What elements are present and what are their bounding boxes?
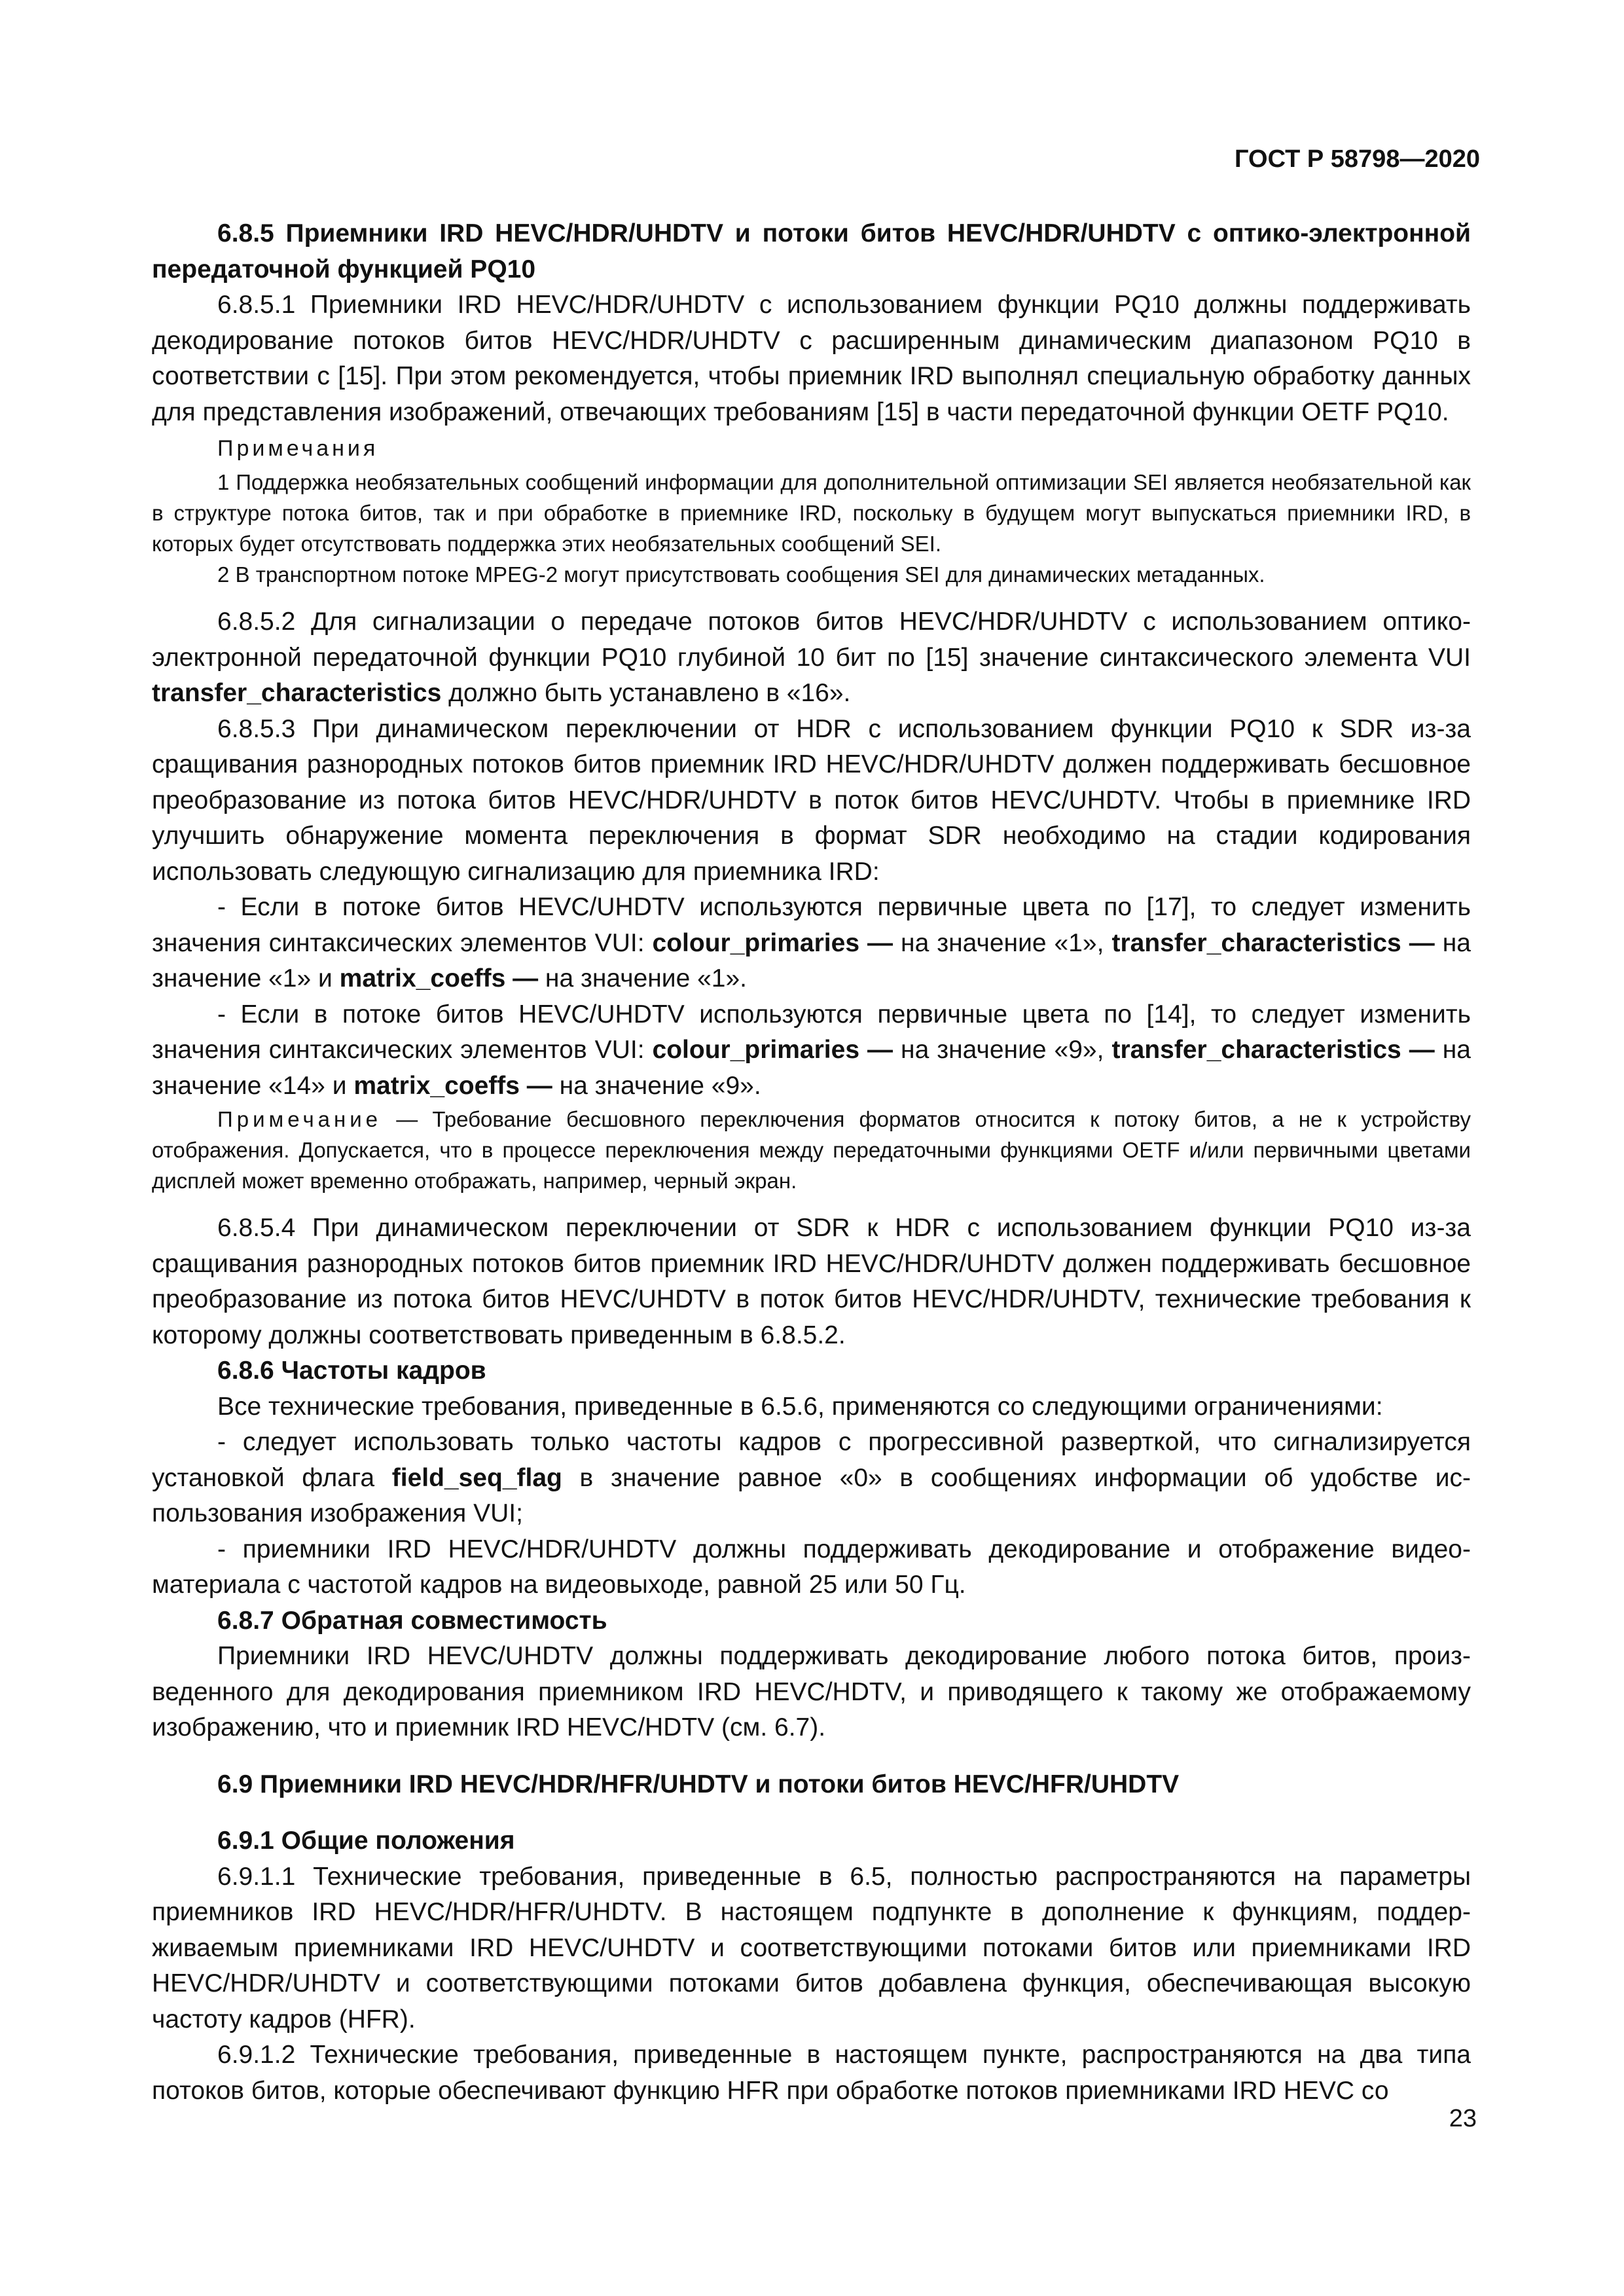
note-1: 1 Поддержка необязательных сообщений информации для дополнительной оптимизации SEI является необязательной как в структуре потока битов, так и при обработке в приемнике IRD, поскольку в будущем могут выпускаться приемники IRD, в которых будет отсутствовать поддержка этих необязательных сообщений SEI.: [152, 470, 1471, 556]
page-body: [152, 216, 1471, 2109]
list-item-frame-rate: - приемники IRD HEVC/HDR/UHDTV должны поддерживать декодирование и отображение видеоматериала с частотой кадров на видеовыходе, равной 25 или 50 Гц.: [152, 1535, 1471, 1599]
list-item-primaries-17: - Если в потоке битов HEVC/UHDTV используются первичные цвета по [17], то следует изменить значения синтаксических элементов VUI: colour_primaries — на значение «1», transfer_characteristics — на значение «1» и matrix_coeffs — на значение «1».: [152, 893, 1471, 993]
paragraph-6-8-5-2: 6.8.5.2 Для сигнализации о передаче потоков битов HEVC/HDR/UHDTV с использованием оптикоэлектронной передаточной функции PQ10 глубиной 10 бит по [15] значение синтаксического элемента VUI transfer_characteristics должно быть устанавлено в «16».: [152, 608, 1471, 707]
page-number: 23: [1449, 2105, 1477, 2132]
note-label: Примечание: [217, 1107, 382, 1131]
paragraph-6-8-5-1: 6.8.5.1 Приемники IRD HEVC/HDR/UHDTV с использованием функции PQ10 должны поддерживать декодирование потоков битов HEVC/HDR/UHDTV с расширенным динамическим диапазоном PQ10 в соответствии с [15]. При этом рекомендуется, чтобы приемник IRD выполнял специальную обработку данных для представления изображений, отвечающих требованиям [15] в части передаточной функции OETF PQ10.: [152, 291, 1471, 426]
paragraph-6-8-5-4: 6.8.5.4 При динамическом переключении от SDR к HDR с использованием функции PQ10 из-за сращивания разнородных потоков битов приемник IRD HEVC/HDR/UHDTV должен поддерживать бесшовное преобразование из потока битов HEVC/UHDTV в поток битов HEVC/HDR/UHDTV, технические требования к которому должны соответствовать приведенным в 6.8.5.2.: [152, 1214, 1471, 1349]
standard-number: ГОСТ Р 58798—2020: [1235, 145, 1480, 173]
paragraph-6-8-7: Приемники IRD HEVC/UHDTV должны поддерживать декодирование любого потока битов, произведенного для декодирования приемником IRD HEVC/HDTV, и приводящего к такому же отображаемому изображению, что и приемник IRD HEVC/HDTV (см. 6.7).: [152, 1642, 1471, 1741]
list-item-primaries-14: - Если в потоке битов HEVC/UHDTV используются первичные цвета по [14], то следует изменить значения синтаксических элементов VUI: colour_primaries — на значение «9», transfer_characteristics — на значение «14» и matrix_coeffs — на значение «9».: [152, 1000, 1471, 1100]
paragraph-6-8-6-intro: Все технические требования, приведенные в 6.5.6, применяются со следующими ограничениями:: [217, 1392, 1383, 1421]
note-seamless-switching: Примечание — Требование бесшовного переключения форматов относится к потоку битов, а не к устройству отображения. Допускается, что в процессе переключения между передаточными функциями OETF и/или первичными цветами дисплей может временно отображать, например, черный экран.: [152, 1107, 1471, 1193]
section-6-8-6-heading: 6.8.6 Частоты кадров: [217, 1357, 486, 1385]
section-6-9-heading: 6.9 Приемники IRD HEVC/HDR/HFR/UHDTV и потоки битов HEVC/HFR/UHDTV: [217, 1770, 1180, 1798]
notes-label: Примечания: [217, 436, 379, 461]
term-field-seq-flag: field_seq_flag: [391, 1463, 562, 1492]
term-transfer-characteristics: transfer_characteristics: [152, 679, 442, 707]
paragraph-6-9-1-2: 6.9.1.2 Технические требования, приведенные в настоящем пункте, распространяются на два типа потоков битов, которые обеспечивают функцию HFR при обработке потоков приемниками IRD HEVC со: [152, 2041, 1471, 2105]
note-2: 2 В транспортном потоке MPEG-2 могут присутствовать сообщения SEI для динамических метаданных.: [217, 562, 1265, 587]
section-6-9-1-heading: 6.9.1 Общие положения: [217, 1827, 515, 1855]
list-item-progressive: - следует использовать только частоты кадров с прогрессивной разверткой, что сигнализируется установкой флага field_seq_flag в значение равное «0» в сообщениях информации об удобстве использования изображения VUI;: [152, 1428, 1471, 1527]
section-6-8-5-heading: 6.8.5 Приемники IRD HEVC/HDR/UHDTV и потоки битов HEVC/HDR/UHDTV с оптико-электронной передаточной функцией PQ10: [152, 219, 1471, 283]
section-6-8-7-heading: 6.8.7 Обратная совместимость: [217, 1606, 607, 1635]
paragraph-6-8-5-3: 6.8.5.3 При динамическом переключении от HDR с использованием функции PQ10 к SDR из-за сращивания разнородных потоков битов приемник IRD HEVC/HDR/UHDTV должен поддерживать бесшовное преобразование из потока битов HEVC/HDR/UHDTV в поток битов HEVC/UHDTV. Чтобы в приемнике IRD улучшить обнаружение момента переключения в формат SDR необходимо на стадии кодирования использовать следующую сигнализацию для приемника IRD:: [152, 714, 1471, 886]
paragraph-6-9-1-1: 6.9.1.1 Технические требования, приведенные в 6.5, полностью распространяются на параметры приемников IRD HEVC/HDR/HFR/UHDTV. В настоящем подпункте в дополнение к функциям, поддерживаемым приемниками IRD HEVC/UHDTV и соответствующими потоками битов или приемниками IRD HEVC/HDR/UHDTV и соответствующими потоками битов добавлена функция, обеспечивающая высокую частоту кадров (HFR).: [152, 1862, 1471, 2033]
